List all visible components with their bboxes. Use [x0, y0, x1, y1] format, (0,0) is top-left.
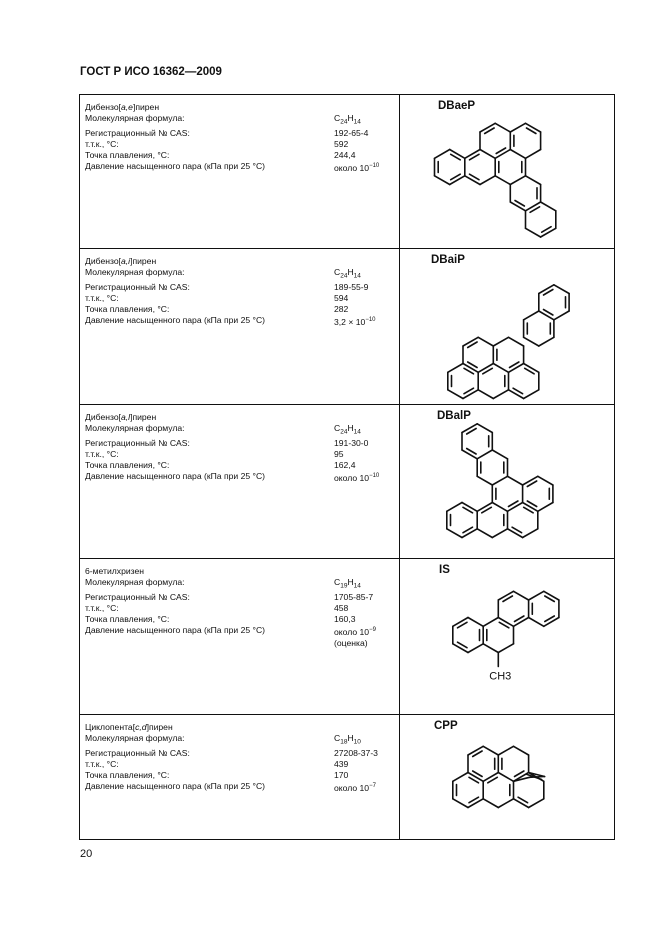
property-label: т.т.к., °C:	[85, 759, 119, 769]
property-value: около $10^{-10}$	[334, 473, 380, 484]
bond-line	[492, 529, 507, 538]
bond-line	[529, 591, 544, 600]
property-row	[85, 267, 399, 282]
property-value: около $10^{-10}$	[334, 163, 380, 174]
bond-line	[498, 591, 513, 600]
compound-row	[80, 405, 615, 559]
structure-label: DBalP	[437, 410, 471, 422]
property-label: Регистрационный № CAS:	[85, 591, 190, 602]
property-label: Регистрационный № CAS:	[85, 437, 190, 448]
bond-line	[510, 150, 525, 159]
structure-cell	[400, 405, 615, 559]
bond-line	[462, 529, 477, 538]
bond-line	[468, 746, 483, 755]
bond-line	[498, 799, 513, 808]
structure-label: DBaeP	[438, 100, 476, 112]
property-label: Точка плавления, °C:	[85, 460, 170, 471]
structure-label: CPP	[434, 720, 458, 732]
property-label: Молекулярная формула:	[85, 577, 185, 588]
property-value: 192-65-4	[334, 127, 369, 138]
bond-line	[538, 476, 553, 485]
compound-info-cell	[80, 559, 400, 715]
bond-line	[453, 773, 468, 782]
bond-line	[526, 202, 541, 211]
property-value: $C_{18}H_{10}$	[334, 733, 361, 746]
bond-line	[514, 618, 529, 627]
structure-cell	[400, 715, 615, 840]
bond-line	[523, 529, 538, 538]
bond-line	[495, 150, 510, 159]
property-value: (оценка)	[334, 638, 368, 649]
compound-name: 6-метилхризен	[85, 566, 145, 576]
bond-line	[483, 799, 498, 808]
property-label: Регистрационный № CAS:	[85, 127, 190, 138]
property-row	[85, 438, 399, 449]
property-value: $C_{24}H_{14}$	[334, 423, 361, 436]
property-label: Точка плавления, °C:	[85, 150, 170, 161]
compound-row	[80, 249, 615, 405]
bond-line	[453, 644, 468, 653]
property-label: т.т.к., °C:	[85, 139, 119, 149]
bond-line	[495, 176, 510, 185]
structure-cell	[400, 249, 615, 405]
bond-line	[524, 390, 539, 399]
bond-line	[435, 176, 450, 185]
bond-line	[538, 503, 553, 512]
molecule-structure	[400, 405, 614, 558]
structure-label: IS	[439, 564, 450, 576]
property-label: Молекулярная формула:	[85, 423, 185, 434]
molecule-structure	[400, 249, 614, 404]
bond-line	[468, 644, 483, 653]
bond-line	[544, 591, 559, 600]
property-label: Точка плавления, °C:	[85, 304, 170, 315]
property-label: Давление насыщенного пара (кПа при 25 °C)	[85, 471, 266, 482]
bond-line	[492, 476, 507, 485]
compound-name: Дибензо[a,e]пирен	[85, 102, 160, 112]
property-label: Регистрационный № CAS:	[85, 747, 190, 758]
property-row	[85, 113, 399, 128]
bond-line	[448, 364, 463, 373]
property-label: т.т.к., °C:	[85, 449, 119, 459]
compound-info-cell	[80, 715, 400, 840]
bond-line	[541, 202, 556, 211]
bond-line	[483, 618, 498, 627]
bond-line	[524, 364, 539, 373]
property-row	[85, 128, 399, 139]
bond-line	[462, 450, 477, 459]
property-row	[85, 625, 399, 638]
bond-line	[462, 424, 477, 433]
bond-line	[526, 176, 541, 185]
bond-line	[477, 476, 492, 485]
bond-line	[529, 799, 544, 808]
page-number: 20	[80, 848, 93, 860]
property-row	[85, 423, 399, 438]
property-value: 1705-85-7	[334, 591, 374, 602]
bond-line	[477, 424, 492, 433]
structure-label: DBaiP	[431, 254, 465, 266]
bond-line	[539, 285, 554, 294]
bond-line	[544, 618, 559, 627]
methyl-label: CH3	[489, 670, 512, 683]
bond-line	[526, 228, 541, 237]
bond-line	[526, 123, 541, 132]
bond-line	[463, 337, 478, 346]
property-label: Молекулярная формула:	[85, 733, 185, 744]
structure-cell	[400, 559, 615, 715]
bond-line	[509, 364, 524, 373]
bond-line	[468, 618, 483, 627]
bond-line	[468, 773, 483, 782]
property-row	[85, 592, 399, 603]
bond-line	[493, 364, 508, 373]
bond-line	[450, 176, 465, 185]
bond-line	[463, 390, 478, 399]
molecule-structure	[400, 559, 614, 714]
compound-info-cell	[80, 249, 400, 405]
property-row	[85, 614, 399, 625]
property-row	[85, 603, 399, 614]
bond-line	[483, 644, 498, 653]
property-row	[85, 759, 399, 770]
property-value: 27208-37-3	[334, 747, 378, 758]
bond-line	[447, 503, 462, 512]
compound-info-cell	[80, 405, 400, 559]
structure-cell	[400, 95, 615, 249]
bond-line	[524, 337, 539, 346]
bond-line	[477, 450, 492, 459]
compound-row	[80, 95, 615, 249]
bond-line	[498, 746, 513, 755]
bond-line	[541, 228, 556, 237]
property-value: 189-55-9	[334, 281, 369, 292]
property-value: 95	[334, 449, 344, 459]
property-value: 244,4	[334, 150, 356, 161]
bond-line	[510, 123, 525, 132]
property-row	[85, 315, 399, 328]
property-value: 439	[334, 759, 349, 769]
bond-line	[509, 337, 524, 346]
property-label: т.т.к., °C:	[85, 603, 119, 613]
property-value: $3,2 \times 10^{-10}$	[334, 317, 376, 328]
property-label	[85, 638, 334, 649]
bond-line	[508, 476, 523, 485]
bond-line	[539, 311, 554, 320]
bond-line	[492, 450, 507, 459]
property-value: 162,4	[334, 460, 356, 471]
property-value: около $10^{-7}$	[334, 783, 376, 794]
bond-line	[539, 337, 554, 346]
property-row	[85, 733, 399, 748]
compound-row	[80, 715, 615, 840]
property-value: около $10^{-9}$	[334, 627, 376, 638]
molecule-structure	[400, 95, 614, 248]
property-row	[85, 293, 399, 304]
property-value: 458	[334, 603, 349, 613]
bond-line	[523, 503, 538, 512]
property-value: 594	[334, 293, 349, 303]
bond-line	[447, 529, 462, 538]
property-value: 592	[334, 139, 349, 149]
bond-line	[463, 364, 478, 373]
bond-line	[554, 285, 569, 294]
property-value: 191-30-0	[334, 437, 369, 448]
property-label: Давление насыщенного пара (кПа при 25 °C)	[85, 781, 266, 792]
bond-line	[498, 644, 513, 653]
bond-line	[514, 746, 529, 755]
bond-line	[510, 176, 525, 185]
bond-line	[478, 337, 493, 346]
bond-line	[492, 503, 507, 512]
property-row	[85, 770, 399, 781]
bond-line	[524, 311, 539, 320]
bond-line	[510, 202, 525, 211]
bond-line	[480, 150, 495, 159]
bond-line	[450, 150, 465, 159]
bond-line	[498, 618, 513, 627]
property-value: 282	[334, 304, 349, 315]
property-value: $C_{24}H_{14}$	[334, 267, 361, 280]
property-label: т.т.к., °C:	[85, 293, 119, 303]
property-row	[85, 150, 399, 161]
bond-line	[493, 390, 508, 399]
property-row	[85, 638, 399, 649]
property-value: $C_{19}H_{14}$	[334, 577, 361, 590]
property-row	[85, 471, 399, 484]
bond-line	[453, 799, 468, 808]
bond-line	[477, 529, 492, 538]
bond-line	[448, 390, 463, 399]
property-row	[85, 161, 399, 174]
bond-line	[483, 746, 498, 755]
compound-name: Дибензо[a,l]пирен	[85, 412, 157, 422]
bond-line	[523, 476, 538, 485]
compound-name: Циклопента[c,d]пирен	[85, 722, 173, 732]
property-row	[85, 139, 399, 150]
molecule-structure	[400, 715, 614, 839]
property-label: Молекулярная формула:	[85, 113, 185, 124]
property-value: 170	[334, 770, 349, 781]
bond-line	[526, 150, 541, 159]
property-row	[85, 304, 399, 315]
bond-line	[453, 618, 468, 627]
property-label: Регистрационный № CAS:	[85, 281, 190, 292]
bond-line	[529, 618, 544, 627]
property-row	[85, 460, 399, 471]
property-label: Давление насыщенного пара (кПа при 25 °C)	[85, 161, 266, 172]
property-label: Точка плавления, °C:	[85, 614, 170, 625]
bond-line	[514, 799, 529, 808]
compound-info-cell	[80, 95, 400, 249]
property-row	[85, 449, 399, 460]
bond-line	[478, 390, 493, 399]
property-row	[85, 748, 399, 759]
bond-line	[478, 364, 493, 373]
bond-line	[495, 123, 510, 132]
bond-line	[480, 123, 495, 132]
bond-line	[483, 773, 498, 782]
bond-line	[480, 176, 495, 185]
property-label: Молекулярная формула:	[85, 267, 185, 278]
bond-line	[462, 503, 477, 512]
property-row	[85, 577, 399, 592]
property-row	[85, 282, 399, 293]
bond-line	[508, 503, 523, 512]
compounds-table	[79, 94, 615, 840]
bond-line	[498, 773, 513, 782]
compound-name: Дибензо[a,i]пирен	[85, 256, 157, 266]
bond-line	[468, 799, 483, 808]
compound-row	[80, 559, 615, 715]
bond-line	[514, 591, 529, 600]
property-value: $C_{24}H_{14}$	[334, 113, 361, 126]
bond-line	[493, 337, 508, 346]
document-header: ГОСТ Р ИСО 16362—2009	[80, 66, 222, 78]
property-row	[85, 781, 399, 794]
property-label: Точка плавления, °C:	[85, 770, 170, 781]
property-label: Давление насыщенного пара (кПа при 25 °C)	[85, 625, 266, 636]
bond-line	[477, 503, 492, 512]
bond-line	[435, 150, 450, 159]
property-label: Давление насыщенного пара (кПа при 25 °C)	[85, 315, 266, 326]
bond-line	[508, 529, 523, 538]
property-value: 160,3	[334, 614, 356, 625]
bond-line	[465, 176, 480, 185]
bond-line	[554, 311, 569, 320]
bond-line	[509, 390, 524, 399]
bond-line	[465, 150, 480, 159]
